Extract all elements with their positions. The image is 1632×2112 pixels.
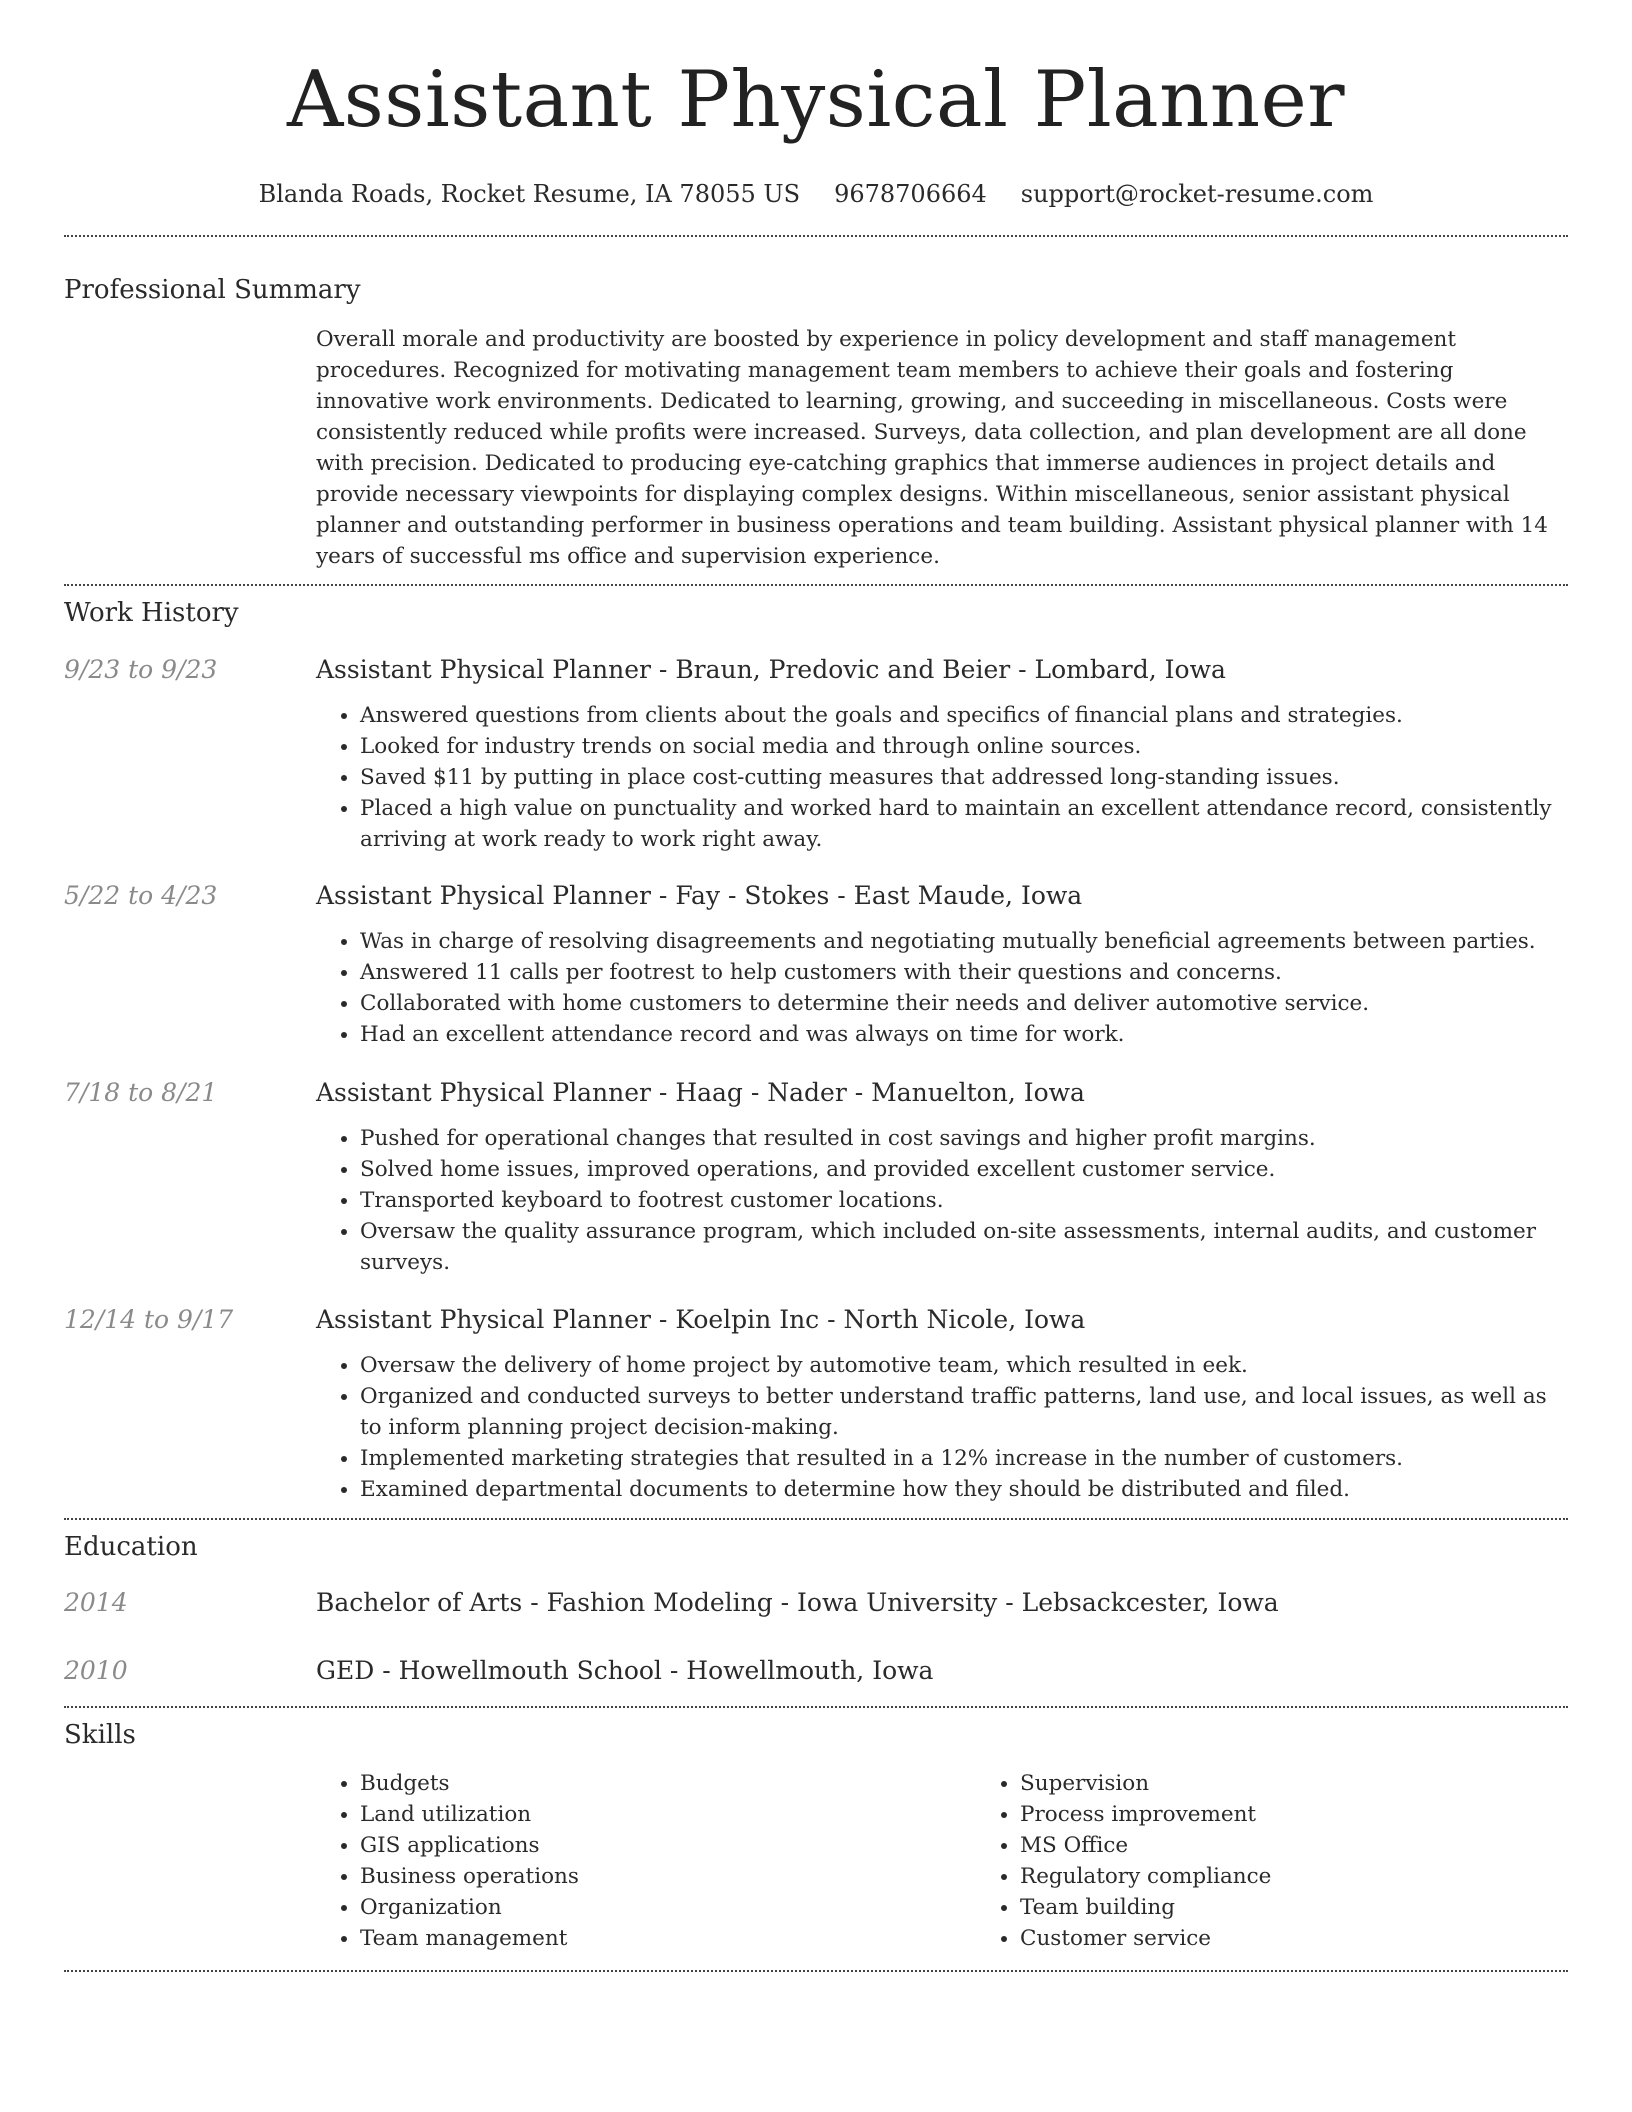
job-title: Assistant Physical Planner - Fay - Stokes - East Maude, Iowa bbox=[316, 881, 1083, 910]
job-dates: 12/14 to 9/17 bbox=[64, 1305, 234, 1334]
divider bbox=[64, 1970, 1568, 1972]
skills-list-right bbox=[976, 1768, 1632, 1954]
job-entry bbox=[64, 1303, 1568, 1505]
job-bullets bbox=[316, 700, 1568, 855]
list-item: • Was in charge of resolving disagreements and negotiating mutually beneficial agreements between parties. bbox=[360, 926, 1568, 957]
education-section bbox=[64, 1530, 1568, 1688]
job-entry bbox=[64, 1076, 1568, 1278]
job-entry bbox=[64, 879, 1568, 1050]
list-item: • Implemented marketing strategies that resulted in a 12% increase in the number of customers. bbox=[360, 1443, 1568, 1474]
job-title: Assistant Physical Planner - Haag - Nader - Manuelton, Iowa bbox=[316, 1078, 1085, 1107]
divider bbox=[64, 1518, 1568, 1520]
education-text: Bachelor of Arts - Fashion Modeling - Iowa University - Lebsackcester, Iowa bbox=[316, 1588, 1279, 1617]
list-item: • Examined departmental documents to determine how they should be distributed and filed. bbox=[360, 1474, 1568, 1505]
work-history-heading: Work History bbox=[64, 598, 239, 628]
job-title: Assistant Physical Planner - Koelpin Inc - North Nicole, Iowa bbox=[316, 1305, 1086, 1334]
job-bullets bbox=[316, 1123, 1568, 1278]
skill-item: • MS Office bbox=[1020, 1830, 1632, 1861]
list-item: • Answered 11 calls per footrest to help customers with their questions and concerns. bbox=[360, 957, 1568, 988]
list-item: • Transported keyboard to footrest customer locations. bbox=[360, 1185, 1568, 1216]
contact-email: support@rocket-resume.com bbox=[1020, 180, 1374, 208]
skill-item: • Land utilization bbox=[360, 1799, 976, 1830]
skills-list-left bbox=[316, 1768, 976, 1954]
job-dates: 5/22 to 4/23 bbox=[64, 881, 218, 910]
list-item: • Placed a high value on punctuality and worked hard to maintain an excellent attendance record, consistently arriving at work ready to work right away. bbox=[360, 793, 1568, 855]
skill-item: • Process improvement bbox=[1020, 1799, 1632, 1830]
job-entry bbox=[64, 653, 1568, 855]
job-dates: 9/23 to 9/23 bbox=[64, 655, 218, 684]
divider bbox=[64, 235, 1568, 237]
divider bbox=[64, 584, 1568, 586]
skill-item: • Customer service bbox=[1020, 1923, 1632, 1954]
work-history-section bbox=[64, 596, 1568, 1505]
education-heading: Education bbox=[64, 1532, 198, 1562]
skill-item: • Business operations bbox=[360, 1861, 976, 1892]
education-entry bbox=[64, 1586, 1568, 1620]
contact-address: Blanda Roads, Rocket Resume, IA 78055 US bbox=[258, 180, 801, 208]
skill-item: • Team building bbox=[1020, 1892, 1632, 1923]
job-title: Assistant Physical Planner - Braun, Predovic and Beier - Lombard, Iowa bbox=[316, 655, 1226, 684]
job-dates: 7/18 to 8/21 bbox=[64, 1078, 218, 1107]
resume-title: Assistant Physical Planner bbox=[286, 55, 1346, 145]
list-item: • Answered questions from clients about the goals and specifics of financial plans and strategies. bbox=[360, 700, 1568, 731]
skill-item: • Supervision bbox=[1020, 1768, 1632, 1799]
list-item: • Saved $11 by putting in place cost-cutting measures that addressed long-standing issues. bbox=[360, 762, 1568, 793]
skill-item: • GIS applications bbox=[360, 1830, 976, 1861]
list-item: • Organized and conducted surveys to better understand traffic patterns, land use, and local issues, as well as to inform planning project decision-making. bbox=[360, 1381, 1568, 1443]
contact-phone: 9678706664 bbox=[834, 180, 987, 208]
list-item: • Solved home issues, improved operations, and provided excellent customer service. bbox=[360, 1154, 1568, 1185]
summary-section bbox=[64, 273, 1568, 572]
summary-text: Overall morale and productivity are boosted by experience in policy development and staff management procedures. Recognized for motivating management team members to achieve their goals and fostering innovative work environments. Dedicated to learning, growing, and succeeding in miscellaneous. Costs were consistently reduced while profits were increased. Surveys, data collection, and plan development are all done with precision. Dedicated to producing eye-catching graphics that immerse audiences in project details and provide necessary viewpoints for displaying complex designs. Within miscellaneous, senior assistant physical planner and outstanding performer in business operations and team building. Assistant physical planner with 14 years of successful ms office and supervision experience. bbox=[316, 327, 1548, 569]
skill-item: • Organization bbox=[360, 1892, 976, 1923]
list-item: • Oversaw the quality assurance program, which included on-site assessments, internal audits, and customer surveys. bbox=[360, 1216, 1568, 1278]
divider bbox=[64, 1706, 1568, 1708]
list-item: • Oversaw the delivery of home project by automotive team, which resulted in eek. bbox=[360, 1350, 1568, 1381]
summary-heading: Professional Summary bbox=[64, 275, 361, 305]
skills-section bbox=[64, 1718, 1568, 1954]
list-item: • Had an excellent attendance record and was always on time for work. bbox=[360, 1019, 1568, 1050]
skills-heading: Skills bbox=[64, 1720, 136, 1750]
job-bullets bbox=[316, 1350, 1568, 1505]
list-item: • Collaborated with home customers to determine their needs and deliver automotive service. bbox=[360, 988, 1568, 1019]
job-bullets bbox=[316, 926, 1568, 1050]
education-year: 2014 bbox=[64, 1588, 128, 1617]
list-item: • Looked for industry trends on social media and through online sources. bbox=[360, 731, 1568, 762]
education-year: 2010 bbox=[64, 1656, 128, 1685]
skill-item: • Team management bbox=[360, 1923, 976, 1954]
skill-item: • Budgets bbox=[360, 1768, 976, 1799]
education-entry bbox=[64, 1654, 1568, 1688]
skill-item: • Regulatory compliance bbox=[1020, 1861, 1632, 1892]
list-item: • Pushed for operational changes that resulted in cost savings and higher profit margins. bbox=[360, 1123, 1568, 1154]
education-text: GED - Howellmouth School - Howellmouth, Iowa bbox=[316, 1656, 934, 1685]
contact-line bbox=[64, 178, 1568, 210]
